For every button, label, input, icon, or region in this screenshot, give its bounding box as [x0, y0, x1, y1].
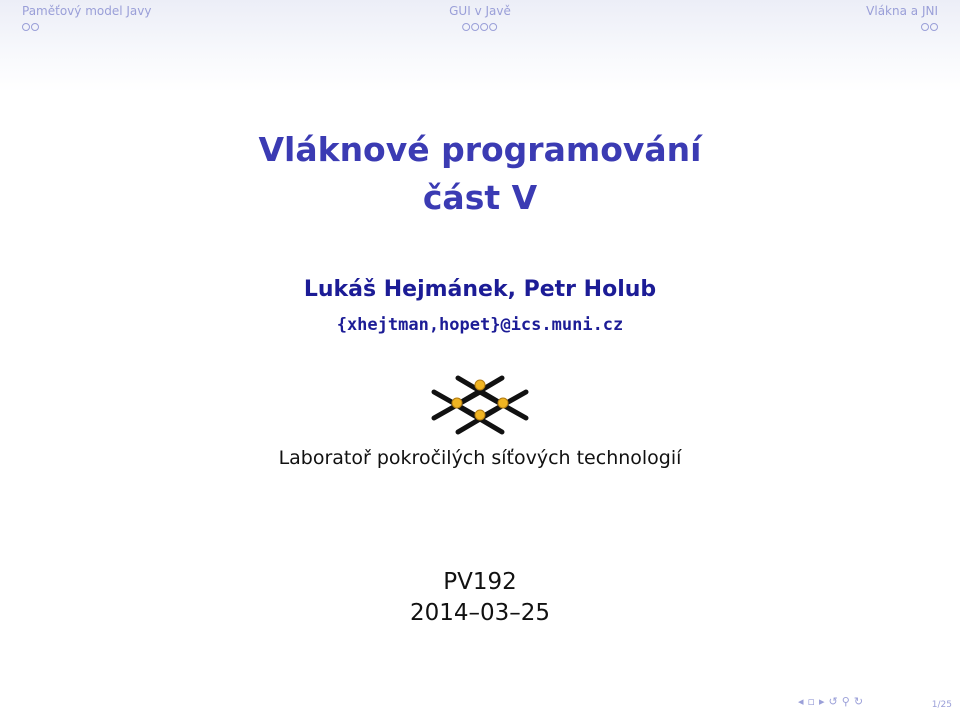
subsection-dot[interactable] — [22, 23, 30, 31]
subsection-dot[interactable] — [31, 23, 39, 31]
course-code: PV192 — [443, 569, 517, 595]
author-emails: {xhejtman,hopet}@ics.muni.cz — [336, 315, 624, 335]
triangle-left-icon[interactable]: ◂ — [798, 695, 804, 708]
nav-section-gui[interactable] — [449, 4, 511, 31]
subsection-dot[interactable] — [930, 23, 938, 31]
back-loop-icon[interactable]: ↺ — [828, 695, 838, 708]
nav-section-label[interactable]: Vlákna a JNI — [866, 4, 938, 18]
triangle-right-icon[interactable]: ▸ — [819, 695, 825, 708]
nav-dots — [22, 23, 151, 31]
authors: Lukáš Hejmánek, Petr Holub — [303, 277, 657, 302]
frame-icon[interactable]: ▫ — [807, 695, 815, 708]
subsection-dot[interactable] — [471, 23, 479, 31]
slide-subtitle: část V — [422, 178, 538, 217]
subsection-dot[interactable] — [921, 23, 929, 31]
nav-dots — [866, 23, 938, 31]
nav-dots — [449, 23, 511, 31]
presentation-date: 2014–03–25 — [409, 600, 551, 626]
header-bar — [0, 0, 960, 92]
forward-loop-icon[interactable]: ↻ — [853, 695, 864, 708]
nav-section-label[interactable]: GUI v Javě — [449, 4, 511, 18]
institute: Laboratoř pokročilých síťových technologií — [278, 447, 682, 469]
page-number: 1/25 — [931, 700, 952, 710]
lab-logo-icon — [430, 372, 530, 436]
nav-section-memory-model[interactable] — [22, 4, 151, 31]
subsection-dot[interactable] — [462, 23, 470, 31]
subsection-dot[interactable] — [489, 23, 497, 31]
slide-title: Vláknové programování — [258, 130, 702, 169]
search-icon[interactable]: ⚲ — [841, 695, 850, 708]
beamer-navigation-bar — [798, 696, 863, 708]
nav-section-label[interactable]: Paměťový model Javy — [22, 4, 152, 18]
nav-section-threads-jni[interactable] — [866, 4, 938, 31]
subsection-dot[interactable] — [480, 23, 488, 31]
